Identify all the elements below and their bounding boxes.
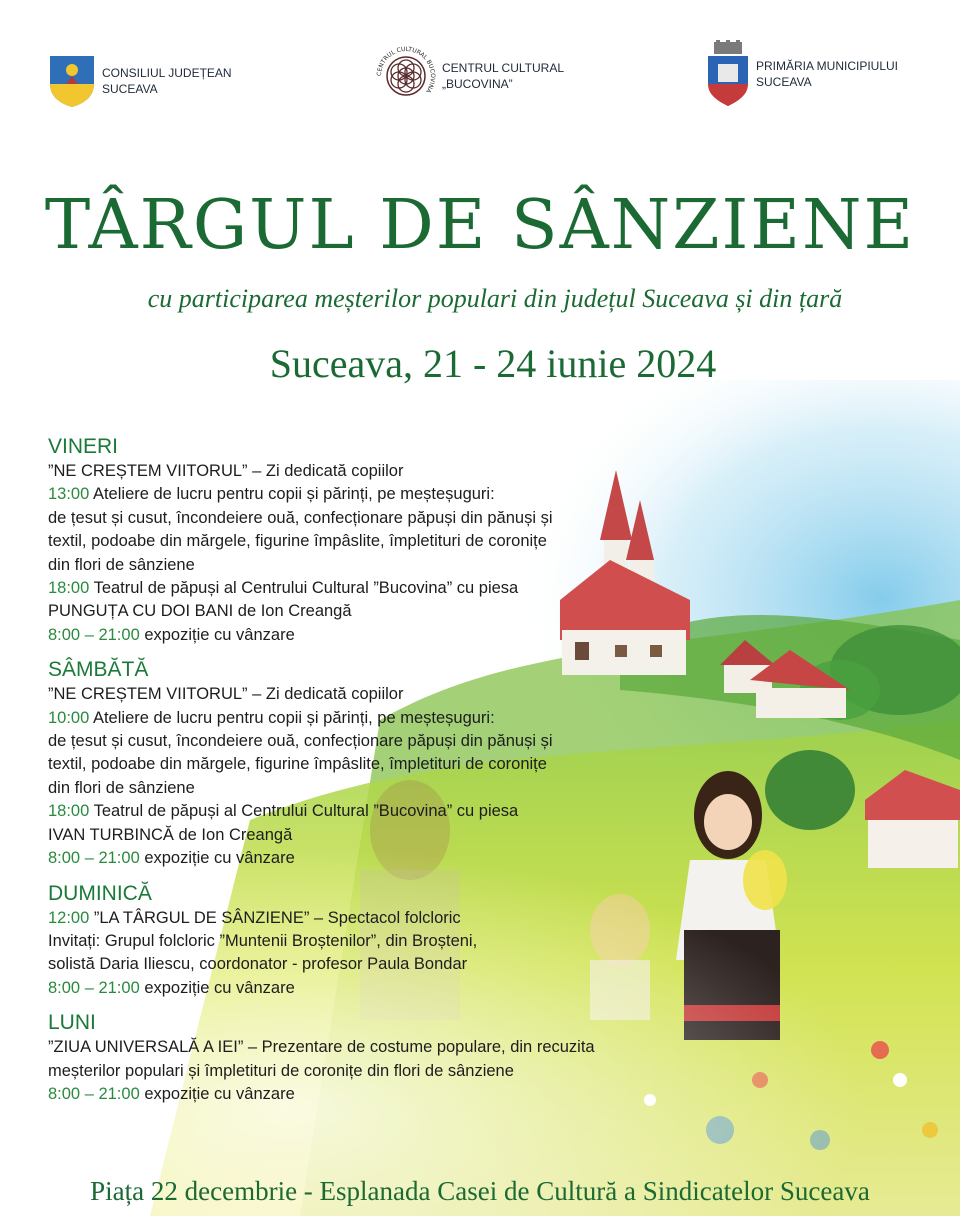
schedule-line: Invitați: Grupul folcloric ”Muntenii Broștenilor”, din Broșteni, <box>48 931 478 950</box>
emblem-ring-text: CENTRUL CULTURAL BUCOVINA <box>376 46 436 95</box>
schedule-line: ”ZIUA UNIVERSALĂ A IEI” – Prezentare de costume populare, din recuzita <box>48 1038 595 1057</box>
day-heading: VINERI <box>48 435 119 458</box>
schedule-line: din flori de sânziene <box>48 555 195 574</box>
schedule-line: 10:00 Ateliere de lucru pentru copii și părinți, pe meșteșuguri: <box>48 708 495 727</box>
day-vineri <box>48 434 688 647</box>
schedule-line: 18:00 Teatrul de păpuși al Centrului Cultural ”Bucovina” cu piesa <box>48 802 519 821</box>
logo-centrul-cultural <box>376 46 564 106</box>
coat-of-arms-suceava-city-icon <box>706 40 750 108</box>
schedule-line: 8:00 – 21:00 expoziție cu vânzare <box>48 978 295 997</box>
day-duminica <box>48 881 688 1001</box>
svg-text:CENTRUL CULTURAL BUCOVINA <box>376 46 436 95</box>
schedule <box>48 434 688 1116</box>
day-heading: SÂMBĂTĂ <box>48 658 149 682</box>
logo-3-line-1: PRIMĂRIA MUNICIPIULUI <box>756 59 899 73</box>
logo-1-line-1: CONSILIUL JUDEȚEAN <box>102 66 232 80</box>
schedule-line: 12:00 ”LA TÂRGUL DE SÂNZIENE” – Spectacol folcloric <box>48 908 461 927</box>
event-date: Suceava, 21 - 24 iunie 2024 <box>269 341 717 386</box>
schedule-line: textil, podoabe din mărgele, figurine împâslite, împletituri de coronițe <box>48 532 547 551</box>
logo-2-line-2: „BUCOVINA” <box>442 77 513 91</box>
day-sambata <box>48 657 688 870</box>
logo-consiliul-judetean <box>48 54 232 108</box>
schedule-line: 8:00 – 21:00 expoziție cu vânzare <box>48 1084 295 1103</box>
schedule-line: meșterilor populari și împletituri de coronițe din flori de sânziene <box>48 1061 514 1080</box>
day-luni <box>48 1010 688 1106</box>
header-logos <box>0 40 960 112</box>
day-heading: DUMINICĂ <box>48 881 152 905</box>
logo-1-line-2: SUCEAVA <box>102 82 158 96</box>
logo-primaria <box>706 40 898 108</box>
logo-3-line-2: SUCEAVA <box>756 75 812 89</box>
schedule-line: ”NE CREȘTEM VIITORUL” – Zi dedicată copiilor <box>48 685 404 704</box>
schedule-line: solistă Daria Iliescu, coordonator - profesor Paula Bondar <box>48 955 468 974</box>
poster-subtitle: cu participarea meșterilor populari din județul Suceava și din țară <box>147 284 843 313</box>
schedule-line: IVAN TURBINCĂ de Ion Creangă <box>48 825 293 844</box>
schedule-line: 13:00 Ateliere de lucru pentru copii și părinți, pe meșteșuguri: <box>48 485 495 504</box>
schedule-line: 8:00 – 21:00 expoziție cu vânzare <box>48 625 295 644</box>
schedule-line: PUNGUȚA CU DOI BANI de Ion Creangă <box>48 602 352 621</box>
schedule-line: de țesut și cusut, încondeiere ouă, confecționare păpuși din pănuși și <box>48 508 553 527</box>
event-location: Piața 22 decembrie - Esplanada Casei de Cultură a Sindicatelor Suceava <box>90 1176 870 1206</box>
schedule-line: 18:00 Teatrul de păpuși al Centrului Cultural ”Bucovina” cu piesa <box>48 579 519 598</box>
schedule-line: din flori de sânziene <box>48 778 195 797</box>
poster-title: TÂRGUL DE SÂNZIENE <box>44 186 916 265</box>
schedule-line: ”NE CREȘTEM VIITORUL” – Zi dedicată copiilor <box>48 462 404 480</box>
schedule-line: de țesut și cusut, încondeiere ouă, confecționare păpuși din pănuși și <box>48 732 553 751</box>
day-heading: LUNI <box>48 1011 96 1035</box>
logo-2-line-1: CENTRUL CULTURAL <box>442 61 565 75</box>
coat-of-arms-suceava-county-icon <box>48 54 96 108</box>
schedule-line: textil, podoabe din mărgele, figurine împâslite, împletituri de coronițe <box>48 755 547 774</box>
centrul-cultural-bucovina-emblem-icon <box>376 46 436 106</box>
schedule-line: 8:00 – 21:00 expoziție cu vânzare <box>48 849 295 868</box>
